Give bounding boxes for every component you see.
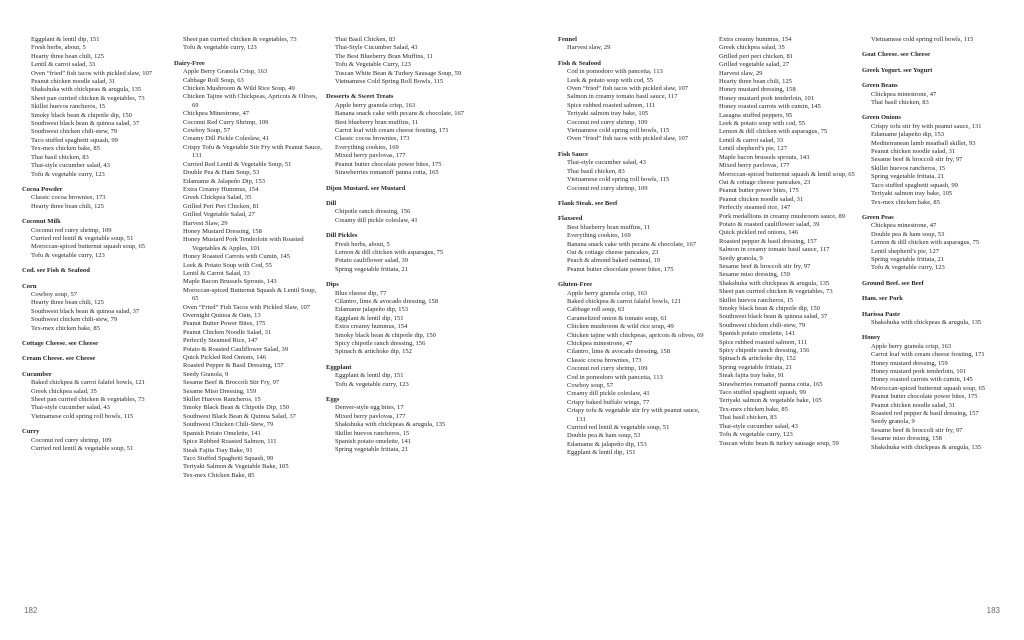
index-heading: Eggplant xyxy=(326,363,352,371)
index-entry: Perfectly Steamed Rice, 147 xyxy=(183,337,258,345)
index-entry: Thai-style cucumber salad, 43 xyxy=(31,162,110,170)
index-entry: Peanut butter power bites, 175 xyxy=(719,187,799,195)
index-entry: Best blueberry bran muffins, 11 xyxy=(567,223,651,231)
index-entry: Peanut chicken noodle salad, 31 xyxy=(871,148,956,156)
index-entry: Tofu & vegetable curry, 123 xyxy=(183,44,257,52)
index-entry: Spice rubbed roasted salmon, 111 xyxy=(567,101,656,109)
index-entry: Chicken Tajine with Chickpeas, Apricots & Olives, 69 xyxy=(183,93,318,109)
index-entry: Tuscan White Bean & Turkey Sausage Soup, 59 xyxy=(335,69,462,77)
index-heading: Green Beans xyxy=(862,82,898,90)
index-entry: Lentil shepherd’s pie, 127 xyxy=(871,247,940,255)
index-heading: Fennel xyxy=(558,36,577,43)
index-entry: Blue cheese dip, 77 xyxy=(335,289,387,297)
index-entry: Southwest black bean & quinoa salad, 37 xyxy=(31,307,140,315)
index-entry: Honey mustard dressing, 158 xyxy=(719,86,796,94)
index-entry: Teriyaki salmon tray bake, 105 xyxy=(871,190,953,198)
index-heading: Flaxseed xyxy=(558,215,583,223)
index-entry: Thai basil chicken, 83 xyxy=(719,414,777,422)
index-entry: Honey mustard dressing, 159 xyxy=(871,359,948,367)
index-entry: Classic cocoa brownies, 173 xyxy=(567,356,642,364)
index-entry: Smoky black bean & chipotle dip, 150 xyxy=(31,111,132,119)
index-entry: Cabbage Roll Soup, 63 xyxy=(183,76,244,84)
index-entry: Greek chickpea salad, 35 xyxy=(31,387,97,395)
index-entry: Quick pickled red onions, 146 xyxy=(719,229,799,237)
index-entry: Thai Basil Chicken, 83 xyxy=(335,36,396,43)
index-entry: Tofu & vegetable curry, 123 xyxy=(31,251,105,259)
index-entry: Tex-mex chicken bake, 85 xyxy=(31,324,100,332)
index-entry: Vietnamese cold spring roll bowls, 115 xyxy=(871,36,974,43)
index-entry: Honey roasted carrots with cumin, 145 xyxy=(871,376,973,384)
index-entry: Double pea & ham soup, 53 xyxy=(567,432,641,440)
index-entry: Overnight Quinoa & Oats, 13 xyxy=(183,312,261,319)
index-entry: Spanish potato omelette, 141 xyxy=(335,438,412,446)
index-heading: Harissa Paste xyxy=(862,310,901,318)
index-entry: Spanish potato omelette, 141 xyxy=(719,330,796,338)
index-entry: Apple berry granola crisp, 163 xyxy=(871,342,952,350)
index-entry: Cilantro, lime & avocado dressing, 158 xyxy=(567,348,671,356)
index-heading: Dips xyxy=(326,281,339,289)
index-entry: Skillet huevos rancheros, 15 xyxy=(31,103,106,111)
index-entry: Chickpea minestrone, 47 xyxy=(567,340,633,347)
index-entry: Smoky Black Bean & Chipotle Dip, 150 xyxy=(183,404,290,412)
index-entry: Sesame beef & broccoli stir fry, 97 xyxy=(871,156,963,164)
index-heading: Cream Cheese. see Cheese xyxy=(22,355,96,363)
index-entry: Carrot loaf with cream cheese frosting, 171 xyxy=(335,127,449,135)
index-entry: Spring vegetable frittata, 21 xyxy=(335,446,409,454)
index-entry: Oat & cottage cheese pancakes, 23 xyxy=(567,248,659,256)
index-column-2 xyxy=(174,36,324,480)
index-entry: Apple berry granola crisp, 163 xyxy=(567,289,648,297)
index-entry: Lentil & carrot salad, 33 xyxy=(719,136,784,144)
index-column-4 xyxy=(558,36,708,458)
index-entry: Extra creamy hummus, 154 xyxy=(335,323,408,331)
index-entry: Creamy Dill Pickle Coleslaw, 41 xyxy=(183,135,269,143)
index-entry: Honey mustard pork tenderloin, 101 xyxy=(719,94,815,102)
index-entry: Strawberries romanoff panna cotta, 165 xyxy=(335,169,439,177)
index-entry: Best blueberry bran muffins, 11 xyxy=(335,118,419,126)
index-heading: Green Onions xyxy=(862,114,901,122)
index-entry: Cod in pomodoro with pancetta, 113 xyxy=(567,68,663,76)
index-entry: Skillet huevos rancheros, 15 xyxy=(719,296,794,304)
index-entry: Shakshuka with chickpeas & arugula, 135 xyxy=(871,443,982,451)
index-entry: Grilled vegetable salad, 27 xyxy=(719,61,790,69)
index-entry: Roasted red pepper & basil dressing, 157 xyxy=(871,410,979,418)
index-entry: Peach & almond baked oatmeal, 19 xyxy=(567,257,661,265)
index-entry: Spice rubbed roasted salmon, 111 xyxy=(719,338,808,346)
index-heading: Cottage Cheese. see Cheese xyxy=(22,340,98,347)
index-entry: Teriyaki salmon & vegetable bake, 105 xyxy=(719,397,822,405)
index-entry: Hearty three bean chili, 125 xyxy=(31,52,104,60)
index-entry: Vietnamese cold spring roll bowls, 115 xyxy=(567,127,670,135)
index-entry: Coconut red curry shrimp, 109 xyxy=(567,365,648,373)
index-entry: Peanut chicken noodle salad, 31 xyxy=(719,195,804,203)
index-entry: Thai basil chicken, 83 xyxy=(871,99,929,107)
index-entry: Eggplant & lentil dip, 151 xyxy=(567,449,636,457)
index-entry: Tofu & vegetable curry, 123 xyxy=(335,380,409,388)
index-entry: Harvest Slaw, 29 xyxy=(183,219,228,227)
index-entry: Southwest chicken chili-stew, 79 xyxy=(31,128,118,136)
index-entry: Fresh herbs, about, 5 xyxy=(31,44,86,52)
index-heading: Dill Pickles xyxy=(326,232,358,240)
index-heading: Flank Steak. see Beef xyxy=(558,199,618,207)
index-heading: Dijon Mustard. see Mustard xyxy=(326,184,406,192)
index-entry: Taco Stuffed Spaghetti Squash, 99 xyxy=(183,454,274,462)
index-entry: Chickpea minestrone, 47 xyxy=(871,222,937,230)
index-entry: Curried Red Lentil & Vegetable Soup, 51 xyxy=(183,160,292,168)
index-entry: Tex-mex chicken bake, 85 xyxy=(871,198,940,206)
index-entry: Everything cookies, 169 xyxy=(567,232,631,240)
index-entry: Vietnamese cold spring roll bowls, 115 xyxy=(31,412,134,420)
index-entry: Spice Rubbed Roasted Salmon, 111 xyxy=(183,438,277,446)
index-entry: The Best Blueberry Bran Muffins, 11 xyxy=(335,52,433,60)
index-entry: Edamame jalapeño dip, 153 xyxy=(335,306,409,314)
index-entry: Cowboy soup, 57 xyxy=(567,382,614,390)
index-entry: Tofu & vegetable curry, 123 xyxy=(31,170,105,178)
index-entry: Tofu & vegetable curry, 123 xyxy=(871,264,945,272)
page-number-right: 183 xyxy=(986,606,1000,615)
index-heading: Corn xyxy=(22,282,37,290)
index-entry: Oven “fried” fish tacos with pickled slaw, 107 xyxy=(567,135,689,143)
index-entry: Oven “Fried” Fish Tacos with Pickled Slaw, 107 xyxy=(183,303,311,311)
index-entry: Southwest Black Bean & Quinoa Salad, 37 xyxy=(183,412,296,420)
index-entry: Apple Berry Granola Crisp, 163 xyxy=(183,68,268,76)
index-entry: Carrot loaf with cream cheese frosting, 171 xyxy=(871,351,985,359)
index-entry: Extra creamy hummus, 154 xyxy=(719,36,792,43)
index-entry: Peanut butter chocolate power bites, 175 xyxy=(335,160,442,168)
index-column-6 xyxy=(862,36,1012,452)
index-entry: Honey Roasted Carrots with Cumin, 145 xyxy=(183,253,290,261)
index-entry: Skillet huevos rancheros, 15 xyxy=(335,429,410,437)
index-entry: Cabbage roll soup, 63 xyxy=(567,306,625,314)
index-entry: Potato & roasted cauliflower salad, 39 xyxy=(719,220,820,228)
index-entry: Potato & Roasted Cauliflower Salad, 39 xyxy=(183,345,289,353)
index-heading: Cucumber xyxy=(22,370,52,378)
index-entry: Thai-style cucumber salad, 43 xyxy=(719,422,798,430)
index-entry: Moroccan-spiced butternut squash soup, 65 xyxy=(871,384,986,392)
index-entry: Tex-mex chicken bake, 85 xyxy=(31,145,100,153)
index-entry: Chicken Mushroom & Wild Rice Soup, 49 xyxy=(183,85,295,93)
index-entry: Teriyaki Salmon & Vegetable Bake, 105 xyxy=(183,463,289,471)
index-heading: Ham. see Pork xyxy=(862,295,903,303)
index-entry: Tuscan white bean & turkey sausage soup, 59 xyxy=(719,439,839,447)
index-entry: Shakshuka with chickpeas & arugula, 135 xyxy=(719,279,830,287)
index-entry: Thai basil chicken, 83 xyxy=(31,153,89,161)
index-entry: Sesame beef & broccoli stir fry, 97 xyxy=(719,262,811,270)
index-entry: Hearty three bean chili, 125 xyxy=(31,299,104,307)
index-entry: Honey Mustard Dressing, 158 xyxy=(183,227,262,235)
index-entry: Potato cauliflower salad, 39 xyxy=(335,257,409,265)
index-entry: Mixed berry pavlovas, 177 xyxy=(719,162,790,170)
index-entry: Southwest Chicken Chili-Stew, 79 xyxy=(183,421,274,429)
index-entry: Perfectly steamed rice, 147 xyxy=(719,204,791,212)
index-entry: Peanut butter chocolate power bites, 175 xyxy=(567,265,674,273)
index-entry: Coconut red curry shrimp, 109 xyxy=(31,436,112,444)
index-entry: Sesame Miso Dressing, 159 xyxy=(183,387,257,395)
index-entry: Cowboy Soup, 57 xyxy=(183,127,231,135)
index-entry: Creamy dill pickle coleslaw, 41 xyxy=(335,216,418,224)
index-entry: Pork medallions in creamy mushroom sauce, 89 xyxy=(719,212,846,220)
index-entry: Coconut red curry shrimp, 109 xyxy=(567,184,648,192)
index-heading: Cod. see Fish & Seafood xyxy=(22,267,90,275)
index-entry: Thai basil chicken, 83 xyxy=(567,167,625,175)
index-entry: Maple Bacon Brussels Sprouts, 143 xyxy=(183,278,277,286)
index-entry: Grilled Vegetable Salad, 27 xyxy=(183,211,255,219)
index-entry: Harvest slaw, 29 xyxy=(567,44,611,52)
index-entry: Apple berry granola crisp, 163 xyxy=(335,101,416,109)
index-entry: Edamame & Jalapeño Dip, 153 xyxy=(183,177,265,185)
index-entry: Moroccan-spiced butternut squash soup, 65 xyxy=(31,243,146,251)
index-entry: Steak fajita tray bake, 91 xyxy=(719,372,785,380)
index-entry: Greek chickpea salad, 35 xyxy=(719,44,785,52)
index-entry: Leek & potato soup with cod, 55 xyxy=(719,120,806,128)
index-entry: Taco stuffed spaghetti squash, 99 xyxy=(719,389,806,397)
index-entry: Lemon & dill chicken with asparagus, 75 xyxy=(871,239,980,247)
index-entry: Hearty three bean chili, 125 xyxy=(31,202,104,210)
index-entry: Taco stuffed spaghetti squash, 99 xyxy=(31,136,118,144)
index-entry: Maple bacon brussels sprouts, 143 xyxy=(719,153,810,161)
index-entry: Extra Creamy Hummus, 154 xyxy=(183,185,259,193)
index-entry: Seedy Granola, 9 xyxy=(183,370,229,378)
index-entry: Double pea & ham soup, 53 xyxy=(871,230,945,238)
index-entry: Peanut chicken noodle salad, 31 xyxy=(871,401,956,409)
index-entry: Seedy granola, 9 xyxy=(871,418,915,426)
index-entry: Southwest black bean & quinoa salad, 37 xyxy=(31,120,140,128)
index-entry: Sheet pan curried chicken & vegetables, 73 xyxy=(719,288,833,296)
index-entry: Crispy Tofu & Vegetable Stir Fry with Peanut Sauce, 131 xyxy=(183,143,322,160)
index-entry: Coconut red curry shrimp, 109 xyxy=(567,118,648,126)
index-entry: Eggplant & lentil dip, 151 xyxy=(31,36,100,43)
index-heading: Fish Sauce xyxy=(558,150,589,158)
index-column-5 xyxy=(710,36,860,448)
index-entry: Oven “fried” fish tacos with pickled slaw, 107 xyxy=(31,69,153,77)
index-entry: Curried red lentil & vegetable soup, 51 xyxy=(567,424,670,432)
index-entry: Peanut Butter Power Bites, 175 xyxy=(183,320,266,328)
index-entry: Crispy tofu & vegetable stir fry with peanut sauce, 131 xyxy=(567,407,700,423)
index-entry: Peanut chicken noodle salad, 31 xyxy=(31,78,116,86)
index-entry: Caramelized onion & tomato soup, 61 xyxy=(567,314,668,322)
index-entry: Classic cocoa brownies, 173 xyxy=(31,194,106,202)
index-entry: Cod in pomodoro with pancetta, 113 xyxy=(567,373,663,381)
index-entry: Skillet Huevos Rancheros, 15 xyxy=(183,396,261,404)
index-heading: Dairy-Free xyxy=(174,59,205,67)
index-heading: Coconut Milk xyxy=(22,218,61,226)
index-entry: Roasted pepper & basil dressing, 157 xyxy=(719,237,817,245)
index-entry: Thai-style cucumber salad, 43 xyxy=(31,404,110,412)
index-entry: Peanut Chicken Noodle Salad, 31 xyxy=(183,328,272,336)
index-entry: Oat & cottage cheese pancakes, 23 xyxy=(719,178,811,186)
index-entry: Shakshuka with chickpeas & arugula, 135 xyxy=(335,421,446,429)
index-entry: Taco stuffed spaghetti squash, 99 xyxy=(871,181,958,189)
index-entry: Sheet pan curried chicken & vegetables, 73 xyxy=(31,396,145,404)
index-entry: Tofu & vegetable curry, 123 xyxy=(719,431,793,439)
index-entry: Chicken mushroom & wild rice soup, 49 xyxy=(567,323,674,331)
index-entry: Creamy dill pickle coleslaw, 41 xyxy=(567,390,650,398)
index-entry: Steak Fajita Tray Bake, 91 xyxy=(183,446,253,454)
index-entry: Smoky black bean & chipotle dip, 150 xyxy=(719,305,820,312)
index-entry: Shakshuka with chickpeas & arugula, 135 xyxy=(31,86,142,94)
index-entry: Tex-mex Chicken Bake, 85 xyxy=(183,471,255,479)
index-heading: Curry xyxy=(22,428,40,436)
index-entry: Southwest chicken chili-stew, 79 xyxy=(31,316,118,324)
index-entry: Moroccan-spiced butternut squash & lentil soup, 65 xyxy=(719,170,855,178)
index-entry: Everything cookies, 169 xyxy=(335,143,399,151)
index-heading: Green Peas xyxy=(862,213,894,221)
index-entry: Cilantro, lime & avocado dressing, 158 xyxy=(335,297,439,305)
index-entry: Baked chickpea & carrot falafel bowls, 121 xyxy=(567,297,681,305)
index-entry: Spicy chipotle ranch dressing, 156 xyxy=(719,347,810,355)
index-entry: Spring vegetable frittata, 21 xyxy=(335,265,409,273)
index-entry: Mixed berry pavlovas, 177 xyxy=(335,152,406,160)
index-entry: Chickpea Minestrone, 47 xyxy=(183,110,249,118)
index-entry: Mixed berry pavlovas, 177 xyxy=(335,412,406,420)
index-entry: Vietnamese cold spring roll bowls, 115 xyxy=(567,176,670,184)
index-entry: Curried red lentil & vegetable soup, 51 xyxy=(31,234,134,242)
index-entry: Lentil & Carrot Salad, 33 xyxy=(183,269,250,277)
index-entry: Salmon in creamy tomato basil sauce, 117 xyxy=(719,246,830,254)
index-entry: Lasagna stuffed peppers, 95 xyxy=(719,111,793,119)
index-entry: Baked chickpea & carrot falafel bowls, 121 xyxy=(31,379,145,387)
index-entry: Lentil & carrot salad, 33 xyxy=(31,61,96,69)
index-entry: Lemon & dill chicken with asparagus, 75 xyxy=(335,248,444,256)
index-entry: Southwest chicken chili-stew, 79 xyxy=(719,321,806,329)
index-entry: Chicken tajine with chickpeas, apricots & olives, 69 xyxy=(567,331,704,339)
index-entry: Mediterranean lamb meatball skillet, 93 xyxy=(871,139,976,147)
index-heading: Ground Beef. see Beef xyxy=(862,279,924,287)
index-heading: Greek Yogurt. see Yogurt xyxy=(862,66,933,74)
index-entry: Leek & Potato Soup with Cod, 55 xyxy=(183,261,272,269)
index-entry: Banana snack cake with pecans & chocolate, 167 xyxy=(567,240,697,248)
index-entry: Hearty three bean chili, 125 xyxy=(719,78,792,86)
index-entry: Roasted Pepper & Basil Dressing, 157 xyxy=(183,362,284,370)
index-entry: Thai-style cucumber salad, 43 xyxy=(567,159,646,167)
page-number-left: 182 xyxy=(24,606,38,615)
index-entry: Skillet huevos rancheros, 15 xyxy=(871,164,946,172)
index-entry: Seedy granola, 9 xyxy=(719,254,763,262)
index-entry: Strawberries romanoff panna cotta, 165 xyxy=(719,380,823,388)
index-entry: Eggplant & lentil dip, 151 xyxy=(335,372,404,380)
index-entry: Shakshuka with chickpeas & arugula, 135 xyxy=(871,318,982,326)
index-entry: Moroccan-spiced Butternut Squash & Lentil Soup, 65 xyxy=(183,286,317,303)
index-entry: Double Pea & Ham Soup, 53 xyxy=(183,169,260,177)
index-entry: Eggplant & lentil dip, 151 xyxy=(335,314,404,322)
index-entry: Vietnamese Cold Spring Roll Bowls, 115 xyxy=(335,78,444,86)
index-entry: Harvest slaw, 29 xyxy=(719,69,763,77)
index-entry: Lentil shepherd’s pie, 127 xyxy=(719,145,788,153)
index-heading: Fish & Seafood xyxy=(558,59,601,67)
index-column-3 xyxy=(326,36,476,455)
index-entry: Peanut butter chocolate power bites, 175 xyxy=(871,393,978,401)
index-entry: Greek Chickpea Salad, 35 xyxy=(183,194,252,202)
index-entry: Edamame & jalapeño dip, 153 xyxy=(567,440,647,448)
index-entry: Crispy tofu stir fry with peanut sauce, 131 xyxy=(871,122,982,130)
index-entry: Sesame Beef & Broccoli Stir Fry, 97 xyxy=(183,379,280,387)
index-entry: Tofu & Vegetable Curry, 123 xyxy=(335,61,411,69)
index-entry: Southwest black bean & quinoa salad, 37 xyxy=(719,313,828,321)
index-entry: Grilled peri peri chicken, 81 xyxy=(719,52,793,60)
index-entry: Spinach & artichoke dip, 152 xyxy=(719,355,796,363)
index-entry: Leek & potato soup with cod, 55 xyxy=(567,76,654,84)
index-entry: Spinach & artichoke dip, 152 xyxy=(335,348,412,356)
index-entry: Spring vegetable frittata, 21 xyxy=(719,363,793,371)
index-entry: Edamame jalapeño dip, 153 xyxy=(871,131,945,139)
index-heading: Gluten-Free xyxy=(558,281,593,289)
index-entry: Spring vegetable frittata, 21 xyxy=(871,255,945,263)
index-entry: Fresh herbs, about, 5 xyxy=(335,240,390,248)
index-entry: Spicy chipotle ranch dressing, 156 xyxy=(335,340,426,347)
index-entry: Denver-style egg bites, 17 xyxy=(335,404,404,412)
index-entry: Chickpea minestrone, 47 xyxy=(871,90,937,98)
index-entry: Grilled Peri Peri Chicken, 81 xyxy=(183,202,260,210)
index-entry: Salmon in creamy tomato basil sauce, 117 xyxy=(567,93,678,101)
index-entry: Spring vegetable frittata, 21 xyxy=(871,173,945,181)
index-entry: Chipotle ranch dressing, 156 xyxy=(335,208,411,216)
index-entry: Coconut red curry shrimp, 109 xyxy=(31,226,112,234)
index-entry: Cowboy soup, 57 xyxy=(31,290,78,298)
index-entry: Thai-Style Cucumber Salad, 43 xyxy=(335,44,418,52)
index-entry: Sesame miso dressing, 159 xyxy=(719,271,790,279)
index-entry: Lemon & dill chicken with asparagus, 75 xyxy=(719,128,828,136)
index-entry: Classic cocoa brownies, 173 xyxy=(335,135,410,143)
index-heading: Goat Cheese. see Cheese xyxy=(862,51,930,59)
index-entry: Sheet pan curried chicken & vegetables, 73 xyxy=(183,36,297,43)
index-entry: Sheet pan curried chicken & vegetables, 73 xyxy=(31,94,145,102)
index-entry: Curried red lentil & vegetable soup, 51 xyxy=(31,445,134,453)
index-entry: Honey Mustard Pork Tenderloin with Roasted Vegetables & Apples, 101 xyxy=(183,236,304,252)
index-entry: Sesame beef & broccoli stir fry, 97 xyxy=(871,426,963,434)
index-entry: Quick Pickled Red Onions, 146 xyxy=(183,354,267,362)
index-entry: Oven “fried” fish tacos with pickled slaw, 107 xyxy=(567,85,689,93)
index-heading: Cocoa Powder xyxy=(22,185,63,193)
index-entry: Crispy baked buffalo wings, 77 xyxy=(567,398,650,406)
index-heading: Honey xyxy=(862,334,881,342)
index-column-1 xyxy=(22,36,172,453)
index-heading: Eggs xyxy=(326,396,340,404)
index-entry: Sesame miso dressing, 158 xyxy=(871,435,942,443)
index-heading: Desserts & Sweet Treats xyxy=(326,93,394,101)
index-entry: Teriyaki salmon tray bake, 105 xyxy=(567,110,649,118)
index-entry: Tex-mex chicken bake, 85 xyxy=(719,405,788,413)
index-heading: Dill xyxy=(326,199,337,207)
index-entry: Banana snack cake with pecans & chocolate, 167 xyxy=(335,110,465,118)
index-entry: Smoky black bean & chipotle dip, 150 xyxy=(335,331,436,339)
index-entry: Honey mustard pork tenderloin, 101 xyxy=(871,368,967,375)
index-entry: Spanish Potato Omelette, 141 xyxy=(183,429,261,437)
index-entry: Coconut Red Curry Shrimp, 109 xyxy=(183,118,269,126)
index-entry: Honey roasted carrots with cumin, 145 xyxy=(719,103,821,111)
